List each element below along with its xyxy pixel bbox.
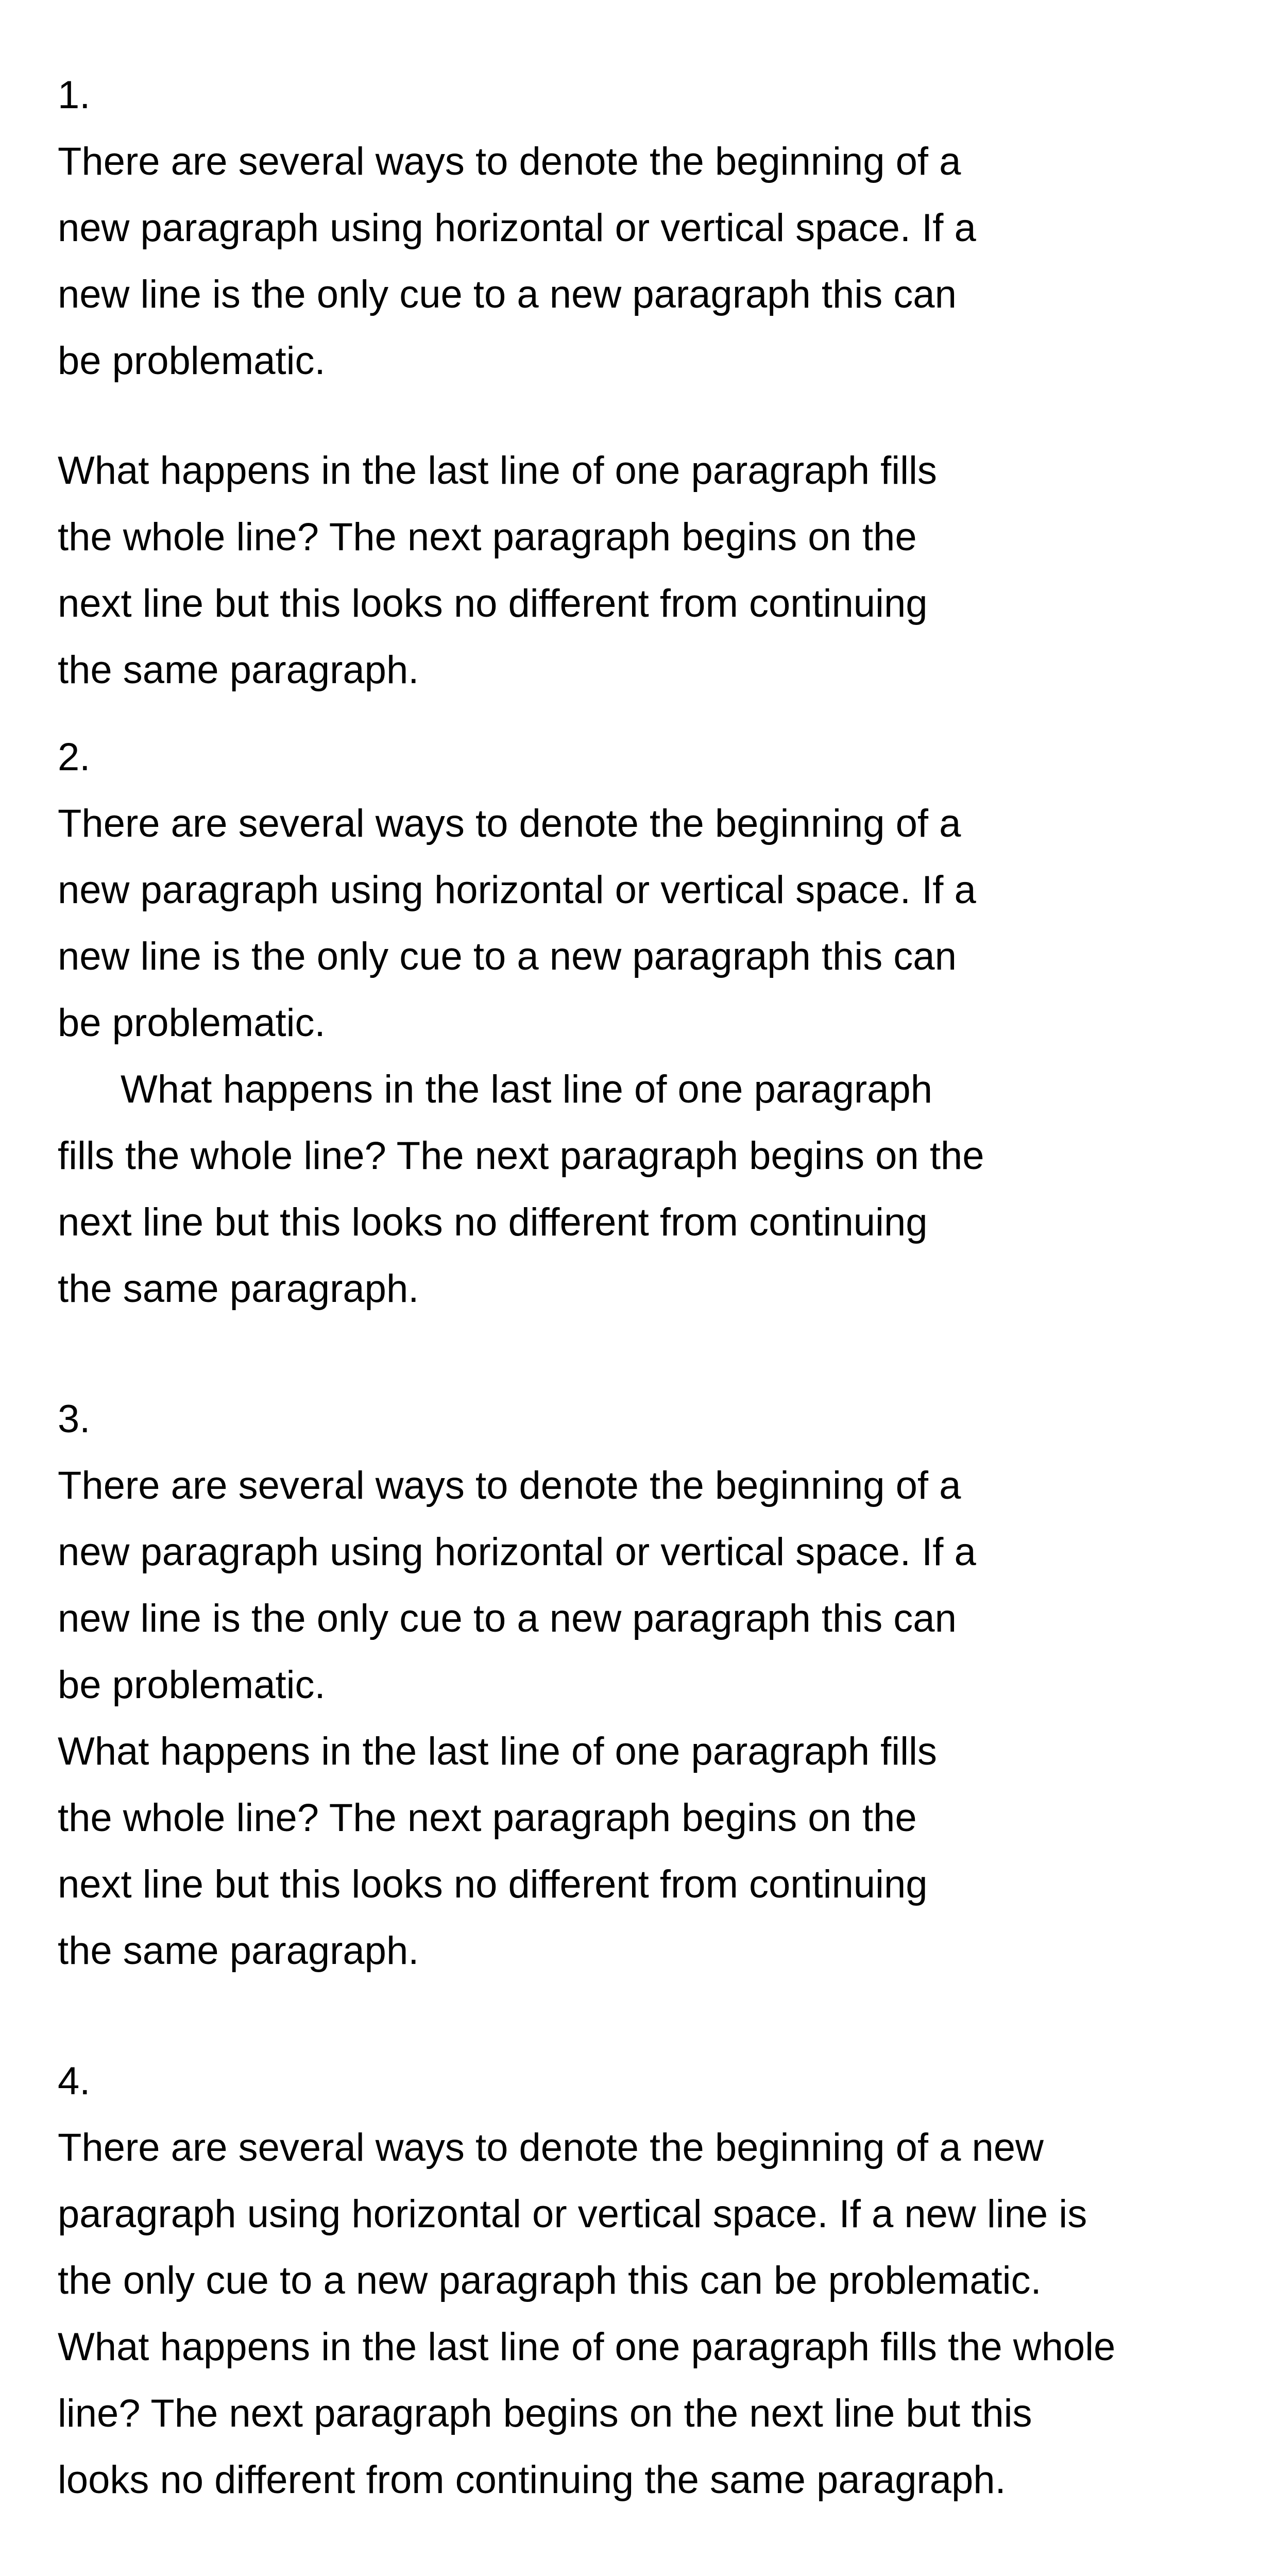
text-line: next line but this looks no different from continuing [58, 582, 928, 625]
example-3 [58, 1386, 976, 1984]
text-line: What happens in the last line of one paragraph fills [58, 449, 937, 493]
text-line: new line is the only cue to a new paragraph this can [58, 935, 957, 978]
text-line: new paragraph using horizontal or vertical space. If a [58, 1530, 976, 1574]
text-line: next line but this looks no different from continuing [58, 1200, 928, 1244]
indented-text-line: What happens in the last line of one paragraph [121, 1067, 932, 1111]
example-number: 2. [58, 735, 91, 779]
example-number: 1. [58, 73, 91, 117]
text-line: new line is the only cue to a new paragraph this can [58, 1597, 957, 1640]
text-line: next line but this looks no different from continuing [58, 1862, 928, 1906]
text-line: new paragraph using horizontal or vertical space. If a [58, 868, 976, 912]
text-line: There are several ways to denote the beginning of a new [58, 2126, 1044, 2170]
text-line: looks no different from continuing the same paragraph. [58, 2458, 1006, 2502]
example-number: 4. [58, 2059, 91, 2103]
text-line: the whole line? The next paragraph begins on the [58, 515, 917, 559]
text-line: line? The next paragraph begins on the next line but this [58, 2392, 1032, 2435]
text-line: What happens in the last line of one paragraph fills the whole [58, 2325, 1116, 2369]
text-line: the same paragraph. [58, 1929, 419, 1973]
example-1 [58, 62, 976, 703]
text-line: be problematic. [58, 339, 326, 383]
text-line: be problematic. [58, 1001, 326, 1045]
example-number: 3. [58, 1397, 91, 1441]
text-line: new paragraph using horizontal or vertical space. If a [58, 206, 976, 250]
text-line: paragraph using horizontal or vertical space. If a new line is [58, 2192, 1087, 2236]
text-line: There are several ways to denote the beginning of a [58, 1464, 961, 1507]
text-line: There are several ways to denote the beginning of a [58, 802, 961, 845]
text-line: the same paragraph. [58, 648, 419, 692]
text-line: the same paragraph. [58, 1267, 419, 1311]
example-2 [58, 724, 984, 1322]
text-line: What happens in the last line of one paragraph fills [58, 1730, 937, 1773]
text-line: There are several ways to denote the beginning of a [58, 140, 961, 183]
text-line: fills the whole line? The next paragraph begins on the [58, 1134, 984, 1178]
text-line: the only cue to a new paragraph this can be problematic. [58, 2259, 1042, 2302]
paragraph-gap [58, 394, 976, 437]
text-line: be problematic. [58, 1663, 326, 1707]
text-line: the whole line? The next paragraph begins on the [58, 1796, 917, 1840]
example-4 [58, 2048, 1115, 2513]
text-line: new line is the only cue to a new paragraph this can [58, 273, 957, 316]
